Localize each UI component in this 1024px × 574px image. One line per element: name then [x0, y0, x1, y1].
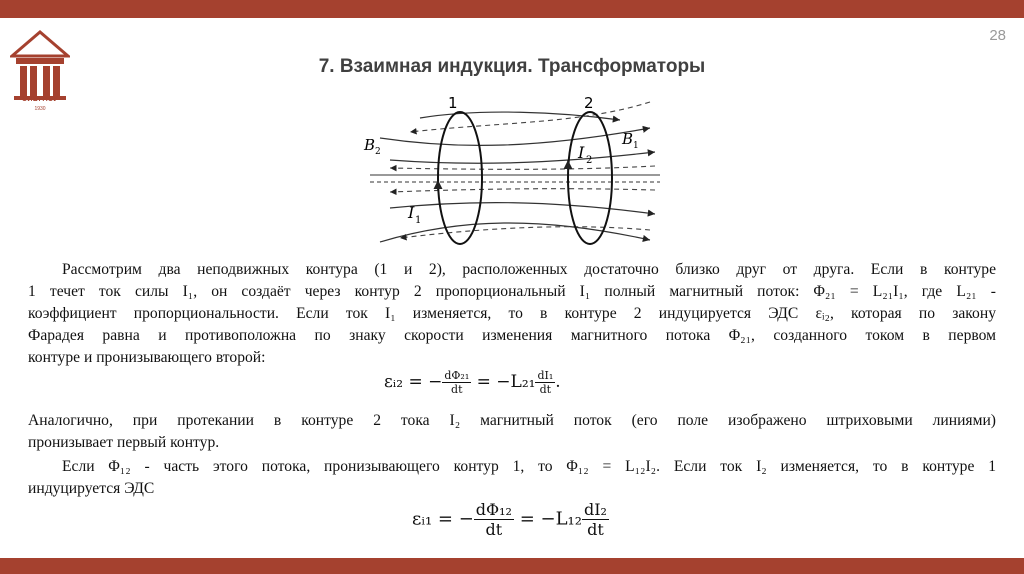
eq1-end: .: [555, 372, 561, 392]
eq1-frac1-num: dΦ₂₁: [444, 369, 470, 382]
i1-sub: 1: [415, 215, 422, 226]
equation-emf-i2: [384, 369, 561, 396]
logo-text: СИБГАСУ: [21, 96, 59, 103]
eq2-mid: = −L₁₂: [513, 508, 582, 530]
i2-sub: 2: [586, 155, 593, 166]
eq2-frac1-den: dt: [485, 520, 503, 539]
eq2-frac2-den: dt: [587, 520, 604, 539]
b2-label: B: [364, 136, 376, 154]
paragraph3-line1: Если Φ₁₂ - часть этого потока, пронизывающего контур 1, то Φ₁₂ = L₁₂I₂. Если ток I₂ изменяется, то в контуре 1: [62, 458, 996, 475]
b1-label: B: [622, 130, 634, 148]
i1-label: I: [408, 203, 415, 222]
eq1-lhs: εᵢ₂ = −: [384, 372, 443, 392]
paragraph2-line1: Аналогично, при протекании в контуре 2 тока I₂ магнитный поток (его поле изображено штриховыми линиями): [28, 412, 996, 429]
paragraph1-line3: коэффициент пропорциональности. Если ток I₁ изменяется, то в контуре 2 индуцируется ЭДС εᵢ₂, которая по закону: [28, 305, 996, 322]
paragraph1-line1: Рассмотрим два неподвижных контура (1 и 2), расположенных достаточно близко друг от друга. Если в контуре: [62, 261, 996, 278]
i2-label: I: [578, 143, 585, 162]
paragraph3-line2: индуцируется ЭДС: [28, 480, 155, 497]
mutual-induction-diagram: [360, 90, 670, 252]
b2-sub: 2: [375, 147, 381, 157]
paragraph1-line5: контуре и пронизывающего второй:: [28, 349, 266, 366]
b1-sub: 1: [633, 141, 639, 151]
slide-title: 7. Взаимная индукция. Трансформаторы: [318, 56, 706, 77]
eq1-frac2-num: dI₁: [537, 369, 554, 382]
paragraph1-line2: 1 течет ток силы I₁, он создаёт через контур 2 пропорциональный I₁ полный магнитный поток: Φ₂₁ = L₂₁I₁, где L₂₁ -: [28, 283, 996, 300]
top-accent-bar: [0, 0, 1024, 18]
eq1-mid: = −L₂₁: [471, 372, 536, 392]
paragraph1-line4: Фарадея равна и противоположна по знаку скорости изменения магнитного потока Φ₂₁, созданного током в первом: [28, 327, 996, 344]
eq2-lhs: εᵢ₁ = −: [412, 508, 474, 530]
equation-emf-i1: [412, 500, 609, 539]
page-number: 28: [989, 27, 1006, 44]
bottom-accent-bar: [0, 558, 1024, 574]
eq2-frac2-num: dI₂: [583, 500, 607, 519]
paragraph2-line2: пронизывает первый контур.: [28, 434, 220, 451]
eq2-frac1-num: dΦ₁₂: [475, 500, 512, 519]
loop2-label: 2: [584, 94, 594, 112]
eq1-frac1-den: dt: [451, 383, 463, 396]
logo-year: 1930: [34, 106, 46, 112]
eq1-frac2-den: dt: [539, 383, 552, 396]
loop1-label: 1: [448, 94, 458, 112]
